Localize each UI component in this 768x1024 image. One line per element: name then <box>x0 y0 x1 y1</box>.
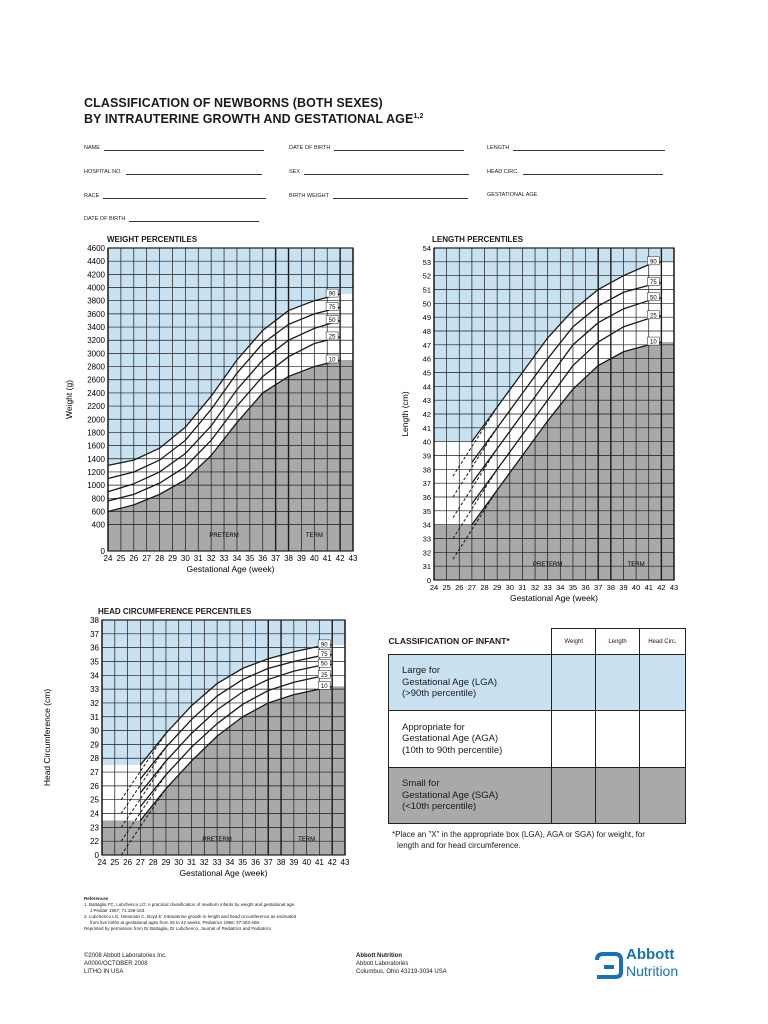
head-x-tick-label: 26 <box>123 858 133 867</box>
length-y-tick-label: 53 <box>422 257 431 267</box>
footer-left <box>84 952 167 976</box>
dob2-label: DATE OF BIRTH <box>84 216 126 222</box>
weight-y-tick-label: 3000 <box>87 349 105 359</box>
length-y-tick-label: 37 <box>422 479 431 489</box>
length-series-label: 75 <box>650 280 657 287</box>
head-y-tick-label: 32 <box>90 698 99 708</box>
length-y-tick-label: 46 <box>422 354 431 364</box>
birth-weight-field[interactable] <box>289 192 468 199</box>
ref-2a: 2. Lubchenco LO, Hansman C, Boyd E: Intrauterine growth in length and head circumference as estimated <box>84 914 297 919</box>
length-x-tick-label: 25 <box>442 583 451 592</box>
dob-label: DATE OF BIRTH <box>289 145 331 151</box>
head-term-label: TERM <box>298 837 316 843</box>
length-line[interactable] <box>513 144 665 151</box>
weight-term-label: TERM <box>305 533 323 539</box>
weight-x-tick-label: 40 <box>309 554 319 563</box>
length-x-tick-label: 37 <box>594 583 603 592</box>
length-y-tick-label: 42 <box>422 410 431 419</box>
head-x-tick-label: 31 <box>187 858 196 867</box>
length-x-tick-label: 36 <box>581 583 590 592</box>
ref-1b: J Pediatr 1967; 71:159-163. <box>90 908 146 913</box>
head-x-tick-label: 30 <box>174 858 184 867</box>
weight-y-tick-label: 1000 <box>87 481 105 491</box>
head-circ-line[interactable] <box>523 168 663 175</box>
weight-y-tick-label: 4200 <box>87 270 105 280</box>
sga-row <box>389 768 686 824</box>
weight-x-tick-label: 41 <box>322 554 332 563</box>
head-y-tick-label: 27 <box>90 768 99 778</box>
abbott-logo-icon <box>594 950 624 980</box>
sex-field[interactable] <box>289 168 469 175</box>
note-line-1: *Place an "X" in the appropriate box (LGA), AGA or SGA) for weight, for <box>392 830 645 839</box>
weight-x-tick-label: 24 <box>103 554 113 563</box>
length-series-label: 50 <box>650 295 657 302</box>
head-y-tick-label: 24 <box>90 809 99 819</box>
head-x-tick-label: 36 <box>251 858 260 867</box>
length-x-tick-label: 38 <box>606 583 616 592</box>
race-label: RACE <box>84 193 100 199</box>
weight-x-tick-label: 42 <box>335 554 345 563</box>
footer-company: Abbott Nutrition <box>356 953 402 959</box>
weight-y-tick-label: 1200 <box>87 467 105 477</box>
hospital-no-field[interactable] <box>84 168 262 175</box>
aga-length-box[interactable] <box>596 711 639 768</box>
weight-x-tick-label: 39 <box>296 554 306 563</box>
length-y-tick-label: 50 <box>422 299 431 309</box>
weight-x-tick-label: 25 <box>116 554 126 563</box>
length-y-tick-label: 0 <box>426 576 431 585</box>
weight-x-tick-label: 29 <box>168 554 177 563</box>
head-y-tick-label: 36 <box>90 643 99 653</box>
head-x-tick-label: 40 <box>302 858 312 867</box>
head-y-tick-label: 35 <box>90 657 99 667</box>
lga-row <box>389 655 686 711</box>
head-y-tick-label: 37 <box>90 629 99 639</box>
weight-y-tick-label: 800 <box>91 494 105 504</box>
note-line-2: length and for head circumference. <box>397 841 521 850</box>
ref-1a: 1. Battaglia FC, Lubchenco LO: A practical classification of newborn infants by weight and gestational age. <box>84 902 296 907</box>
length-x-tick-label: 34 <box>556 583 565 592</box>
sga-length-box[interactable] <box>596 768 639 824</box>
name-line[interactable] <box>104 144 264 151</box>
length-term-label: TERM <box>627 562 645 568</box>
hospital-no-line[interactable] <box>126 168 262 175</box>
references <box>84 896 374 932</box>
classification-header: CLASSIFICATION OF INFANT* <box>389 629 552 655</box>
weight-x-tick-label: 31 <box>193 554 203 563</box>
length-y-tick-label: 38 <box>422 465 431 475</box>
length-y-tick-label: 45 <box>422 368 431 378</box>
length-y-tick-label: 54 <box>422 244 431 253</box>
race-field[interactable] <box>84 192 266 199</box>
length-plot <box>400 244 678 603</box>
head-y-axis-label: Head Circumference (cm) <box>42 688 52 787</box>
length-x-tick-label: 41 <box>644 583 653 592</box>
sga-weight-box[interactable] <box>552 768 596 824</box>
length-y-tick-label: 52 <box>422 271 431 281</box>
ref-2b: from live births at gestational ages from 26 to 42 weeks. Pediatrics 1966; 37:403-408. <box>90 920 261 925</box>
aga-row <box>389 711 686 768</box>
footer-litho: LITHO IN USA <box>84 969 124 975</box>
weight-x-tick-label: 32 <box>206 554 216 563</box>
footer-middle <box>356 952 447 976</box>
race-line[interactable] <box>103 192 266 199</box>
length-y-tick-label: 33 <box>422 534 431 544</box>
weight-chart <box>60 240 370 580</box>
aga-line-3: (10th to 90th percentile) <box>402 744 503 756</box>
head-chart <box>40 612 370 882</box>
length-y-tick-label: 36 <box>422 493 431 502</box>
length-y-tick-label: 35 <box>422 506 431 516</box>
head-y-tick-label: 25 <box>90 795 99 805</box>
weight-x-tick-label: 38 <box>284 554 293 563</box>
length-series-label: 90 <box>650 259 657 266</box>
weight-y-tick-label: 1600 <box>87 441 105 451</box>
weight-y-tick-label: 1800 <box>87 428 105 438</box>
length-x-tick-label: 24 <box>429 583 439 592</box>
weight-x-tick-label: 36 <box>258 554 268 563</box>
ref-3: Reprinted by permission from Dr Battaglia, Dr Lubchenco, Journal of Pediatrics and Pediatrics <box>84 926 272 931</box>
weight-x-tick-label: 43 <box>348 554 358 563</box>
length-x-tick-label: 26 <box>455 583 464 592</box>
length-y-tick-label: 40 <box>422 437 431 447</box>
weight-x-tick-label: 33 <box>219 554 229 563</box>
weight-series-label: 10 <box>328 357 336 364</box>
head-y-tick-label: 23 <box>90 823 99 833</box>
head-circ-field[interactable] <box>487 168 663 175</box>
head-y-tick-label: 22 <box>90 837 99 847</box>
col-length: Length <box>596 629 639 655</box>
footer-address: Columbus, Ohio 43219-3034 USA <box>356 969 447 975</box>
references-heading: References <box>84 896 109 901</box>
lga-head-box[interactable] <box>639 655 685 711</box>
gestational-age-label: GESTATIONAL AGE <box>487 192 538 198</box>
length-chart <box>396 240 696 610</box>
head-x-tick-label: 35 <box>238 858 248 867</box>
aga-head-box[interactable] <box>639 711 685 768</box>
weight-x-tick-label: 34 <box>232 554 242 563</box>
page-title <box>84 96 423 126</box>
head-x-tick-label: 39 <box>289 858 299 867</box>
length-y-axis-label: Length (cm) <box>400 391 410 437</box>
lga-length-box[interactable] <box>596 655 639 711</box>
head-series-label: 50 <box>320 661 328 668</box>
birth-weight-line[interactable] <box>333 192 468 199</box>
head-y-tick-label: 30 <box>90 726 99 736</box>
name-label: NAME <box>84 145 100 151</box>
weight-x-tick-label: 27 <box>142 554 152 563</box>
title-superscript: 1,2 <box>413 113 424 120</box>
weight-x-tick-label: 35 <box>245 554 255 563</box>
head-x-tick-label: 27 <box>135 858 145 867</box>
head-y-tick-label: 0 <box>94 851 99 860</box>
footer-code: A0000/OCTOBER 2008 <box>84 961 148 967</box>
title-line-1: CLASSIFICATION OF NEWBORNS (BOTH SEXES) <box>84 96 383 110</box>
head-y-tick-label: 26 <box>90 781 99 791</box>
length-x-tick-label: 31 <box>518 583 527 592</box>
length-series-label: 25 <box>650 313 657 320</box>
sga-head-box[interactable] <box>639 768 685 824</box>
head-x-tick-label: 41 <box>314 858 324 867</box>
head-x-tick-label: 37 <box>263 858 273 867</box>
length-label: LENGTH <box>487 145 510 151</box>
birth-weight-label: BIRTH WEIGHT <box>289 193 329 199</box>
head-series-label: 90 <box>320 642 328 649</box>
weight-y-tick-label: 2200 <box>87 402 105 412</box>
lga-line-2: Gestational Age (LGA) <box>402 676 498 688</box>
length-preterm-label: PRETERM <box>533 562 563 568</box>
dob-line[interactable] <box>334 144 464 151</box>
head-y-tick-label: 31 <box>90 712 99 722</box>
head-y-tick-label: 34 <box>90 671 99 681</box>
weight-series-label: 25 <box>328 334 336 341</box>
abbott-logo <box>594 947 690 981</box>
length-x-tick-label: 32 <box>530 583 540 592</box>
head-x-axis-label: Gestational Age (week) <box>179 868 268 878</box>
head-x-tick-label: 29 <box>161 858 171 867</box>
col-weight: Weight <box>552 629 596 655</box>
logo-text-bottom: Nutrition <box>626 963 679 979</box>
title-line-2: BY INTRAUTERINE GROWTH AND GESTATIONAL AGE <box>84 112 414 127</box>
weight-y-tick-label: 1400 <box>87 454 105 464</box>
length-x-tick-label: 33 <box>543 583 552 592</box>
weight-x-tick-label: 28 <box>155 554 165 563</box>
length-series-label: 10 <box>650 339 657 346</box>
lga-line-3: (>90th percentile) <box>402 688 477 700</box>
length-y-tick-label: 43 <box>422 396 431 406</box>
hospital-no-label: HOSPITAL NO. <box>84 169 122 175</box>
head-plot <box>42 616 350 878</box>
length-x-axis-label: Gestational Age (week) <box>510 593 598 603</box>
head-preterm-label: PRETERM <box>202 837 232 843</box>
weight-y-tick-label: 2800 <box>87 362 105 372</box>
lga-label <box>389 655 552 711</box>
col-head-circ: Head Circ. <box>639 629 685 655</box>
head-x-tick-label: 38 <box>276 858 286 867</box>
logo-text-top: Abbott <box>626 946 675 963</box>
name-field[interactable] <box>84 144 264 151</box>
length-y-tick-label: 31 <box>422 562 431 572</box>
weight-y-tick-label: 4600 <box>87 244 105 253</box>
weight-y-tick-label: 2000 <box>87 415 105 425</box>
dob2-line[interactable] <box>129 215 259 222</box>
weight-y-tick-label: 3200 <box>87 336 105 346</box>
length-x-tick-label: 29 <box>492 583 502 592</box>
length-chart-title: LENGTH PERCENTILES <box>432 235 524 244</box>
length-x-tick-label: 39 <box>619 583 628 592</box>
weight-x-tick-label: 37 <box>271 554 281 563</box>
classification-note <box>392 829 692 851</box>
dob-field[interactable] <box>289 144 464 151</box>
weight-x-tick-label: 30 <box>180 554 190 563</box>
head-y-tick-label: 38 <box>90 616 99 625</box>
length-x-tick-label: 42 <box>657 583 666 592</box>
length-field[interactable] <box>487 144 665 151</box>
head-y-tick-label: 29 <box>90 740 99 750</box>
head-chart-title: HEAD CIRCUMFERENCE PERCENTILES <box>98 607 252 616</box>
gestational-age-field[interactable] <box>487 192 537 198</box>
weight-y-tick-label: 3800 <box>87 296 105 306</box>
aga-label <box>389 711 552 768</box>
head-x-tick-label: 33 <box>212 858 222 867</box>
weight-y-tick-label: 3600 <box>87 309 105 319</box>
head-y-tick-label: 28 <box>90 754 99 764</box>
footer-copyright: ©2008 Abbott Laboratories Inc. <box>84 953 167 959</box>
weight-preterm-label: PRETERM <box>209 533 239 539</box>
sga-line-1: Small for <box>402 778 440 790</box>
length-y-tick-label: 47 <box>422 340 431 350</box>
sga-label <box>389 768 552 824</box>
head-series-label: 10 <box>320 683 328 690</box>
length-x-tick-label: 40 <box>631 583 641 592</box>
head-x-tick-label: 43 <box>340 858 350 867</box>
length-y-tick-label: 44 <box>422 382 431 392</box>
weight-y-tick-label: 4400 <box>87 257 105 267</box>
head-x-tick-label: 28 <box>148 858 158 867</box>
aga-weight-box[interactable] <box>552 711 596 768</box>
head-x-tick-label: 25 <box>110 858 120 867</box>
head-x-tick-label: 34 <box>225 858 235 867</box>
head-circ-label: HEAD CIRC. <box>487 169 519 175</box>
weight-chart-title: WEIGHT PERCENTILES <box>107 235 198 244</box>
weight-x-tick-label: 26 <box>129 554 139 563</box>
sex-label: SEX <box>289 169 301 175</box>
head-x-tick-label: 42 <box>327 858 337 867</box>
length-x-tick-label: 28 <box>480 583 489 592</box>
weight-x-axis-label: Gestational Age (week) <box>186 564 275 574</box>
weight-y-tick-label: 600 <box>91 507 105 517</box>
aga-line-2: Gestational Age (AGA) <box>402 733 499 745</box>
sga-line-2: Gestational Age (SGA) <box>402 789 499 801</box>
weight-y-tick-label: 2400 <box>87 388 105 398</box>
lga-line-1: Large for <box>402 665 441 677</box>
length-y-tick-label: 32 <box>422 548 431 558</box>
length-y-tick-label: 39 <box>422 451 431 461</box>
title-line-2-wrap <box>84 110 423 126</box>
length-y-tick-label: 34 <box>422 520 431 530</box>
weight-series-label: 90 <box>328 291 336 298</box>
weight-series-label: 75 <box>328 304 336 311</box>
head-series-label: 25 <box>320 672 328 679</box>
length-y-tick-label: 51 <box>422 285 431 295</box>
classification-table <box>388 628 686 823</box>
weight-y-tick-label: 3400 <box>87 323 105 333</box>
footer-labs: Abbott Laboratories <box>356 961 409 967</box>
head-y-tick-label: 33 <box>90 685 99 695</box>
weight-y-tick-label: 4000 <box>87 283 105 293</box>
head-x-tick-label: 24 <box>97 858 107 867</box>
weight-y-tick-label: 400 <box>91 520 105 530</box>
weight-y-tick-label: 0 <box>100 547 105 556</box>
length-x-tick-label: 30 <box>505 583 514 592</box>
sga-line-3: (<10th percentile) <box>402 801 477 813</box>
length-y-tick-label: 41 <box>422 423 431 433</box>
weight-y-tick-label: 2600 <box>87 375 105 385</box>
length-x-tick-label: 27 <box>467 583 477 592</box>
dob2-field[interactable] <box>84 215 259 222</box>
head-x-tick-label: 32 <box>199 858 209 867</box>
length-y-tick-label: 48 <box>422 327 431 336</box>
head-series-label: 75 <box>320 652 328 659</box>
aga-line-1: Appropriate for <box>402 721 465 733</box>
length-y-tick-label: 49 <box>422 313 431 323</box>
length-x-tick-label: 43 <box>669 583 679 592</box>
sex-line[interactable] <box>304 168 469 175</box>
lga-weight-box[interactable] <box>552 655 596 711</box>
weight-plot <box>64 244 358 574</box>
length-x-tick-label: 35 <box>568 583 578 592</box>
weight-y-axis-label: Weight (g) <box>64 379 74 420</box>
weight-series-label: 50 <box>328 317 336 324</box>
